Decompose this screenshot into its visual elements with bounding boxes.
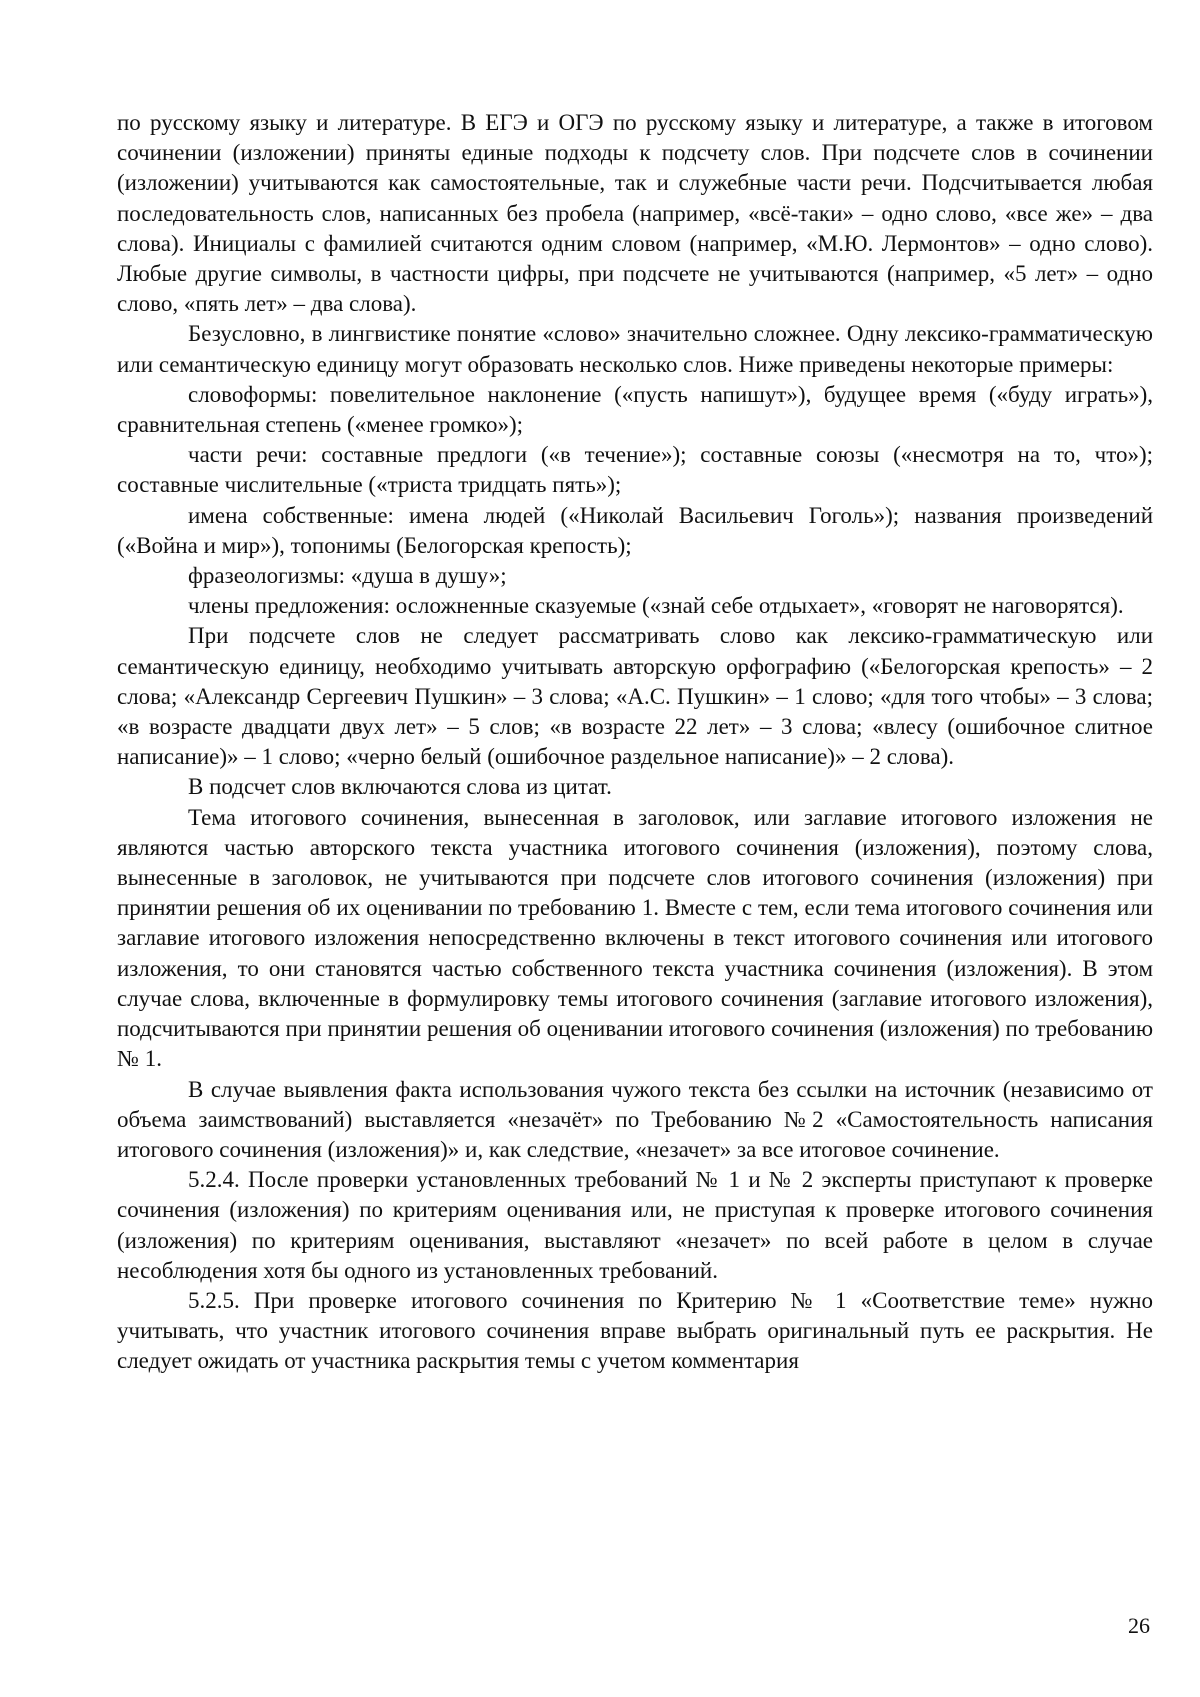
paragraph-author-spelling: При подсчете слов не следует рассматривать слово как лексико-грамматическую или семантическую единицу, необходимо учитывать авторскую орфографию («Белогорская крепость» – 2 слова; «Александр Сергеевич Пушкин» – 3 слова; «А.С. Пушкин» – 1 слово; «для того чтобы» – 3 слова; «в возрасте двадцати двух лет» – 5 слов; «в возрасте 22 лет» – 3 слова; «влесу (ошибочное слитное написание)» – 1 слово; «черно белый (ошибочное раздельное написание)» – 2 слова). — [117, 623, 1153, 770]
paragraph-phraseologisms: фразеологизмы: «душа в душу»; — [188, 563, 507, 589]
paragraph-word-count-rules: по русскому языку и литературе. В ЕГЭ и ОГЭ по русскому языку и литературе, а также в итоговом сочинении (изложении) приняты единые подходы к подсчету слов. При подсчете слов в сочинении (изложении) учитываются как самостоятельные, так и служебные части речи. Подсчитывается любая последовательность слов, написанных без пробела (например, «всё-таки» – одно слово, «все же» – два слова). Инициалы с фамилией считаются одним словом (например, «М.Ю. Лермонтов» – одно слово). Любые другие символы, в частности цифры, при подсчете не учитываются (например, «5 лет» – одно слово, «пять лет» – два слова). — [117, 110, 1153, 317]
paragraph-essay-title: Тема итогового сочинения, вынесенная в заголовок, или заглавие итогового изложения не являются частью авторского текста участника итогового сочинения (изложения), поэтому слова, вынесенные в заголовок, не учитываются при подсчете слов итогового сочинения (изложения) при принятии решения об их оценивании по требованию 1. Вместе с тем, если тема итогового сочинения или заглавие итогового изложения непосредственно включены в текст итогового сочинения или итогового изложения, то они становятся частью собственного текста участника сочинения (изложения). В этом случае слова, включенные в формулировку темы итогового сочинения (заглавие итогового изложения), подсчитываются при принятии решения об оценивании итогового сочинения (изложения) по требованию № 1. — [117, 804, 1153, 1072]
page-number: 26 — [1128, 1613, 1150, 1638]
paragraph-plagiarism: В случае выявления факта использования чужого текста без ссылки на источник (независимо от объема заимствований) выставляется «незачёт» по Требованию №2 «Самостоятельность написания итогового сочинения (изложения)» и, как следствие, «незачет» за все итоговое сочинение. — [117, 1076, 1153, 1162]
paragraph-linguistics-note: Безусловно, в лингвистике понятие «слово» значительно сложнее. Одну лексико-грамматическую или семантическую единицу могут образовать несколько слов. Ниже приведены некоторые примеры: — [117, 321, 1153, 377]
paragraph-sentence-members: члены предложения: осложненные сказуемые («знай себе отдыхает», «говорят не наговорятся). — [188, 593, 1124, 619]
document-body — [117, 108, 1153, 1377]
paragraph-section-5-2-4: 5.2.4. После проверки установленных требований № 1 и № 2 эксперты приступают к проверке сочинения (изложения) по критериям оценивания или, не приступая к проверке итогового сочинения (изложения) по критериям оценивания, выставляют «незачет» по всей работе в целом в случае несоблюдения хотя бы одного из установленных требований. — [117, 1167, 1153, 1283]
paragraph-quotes: В подсчет слов включаются слова из цитат. — [188, 774, 612, 800]
paragraph-proper-names: имена собственные: имена людей («Николай Васильевич Гоголь»); названия произведений («Война и мир»), топонимы (Белогорская крепость); — [117, 502, 1153, 558]
paragraph-section-5-2-5: 5.2.5. При проверке итогового сочинения по Критерию № 1 «Соответствие теме» нужно учитывать, что участник итогового сочинения вправе выбрать оригинальный путь ее раскрытия. Не следует ожидать от участника раскрытия темы с учетом комментария — [117, 1287, 1153, 1374]
paragraph-word-forms: словоформы: повелительное наклонение («пусть напишут»), будущее время («буду играть»), сравнительная степень («менее громко»); — [117, 381, 1153, 438]
paragraph-parts-of-speech: части речи: составные предлоги («в течение»); составные союзы («несмотря на то, что»); составные числительные («триста тридцать пять»); — [117, 442, 1153, 498]
